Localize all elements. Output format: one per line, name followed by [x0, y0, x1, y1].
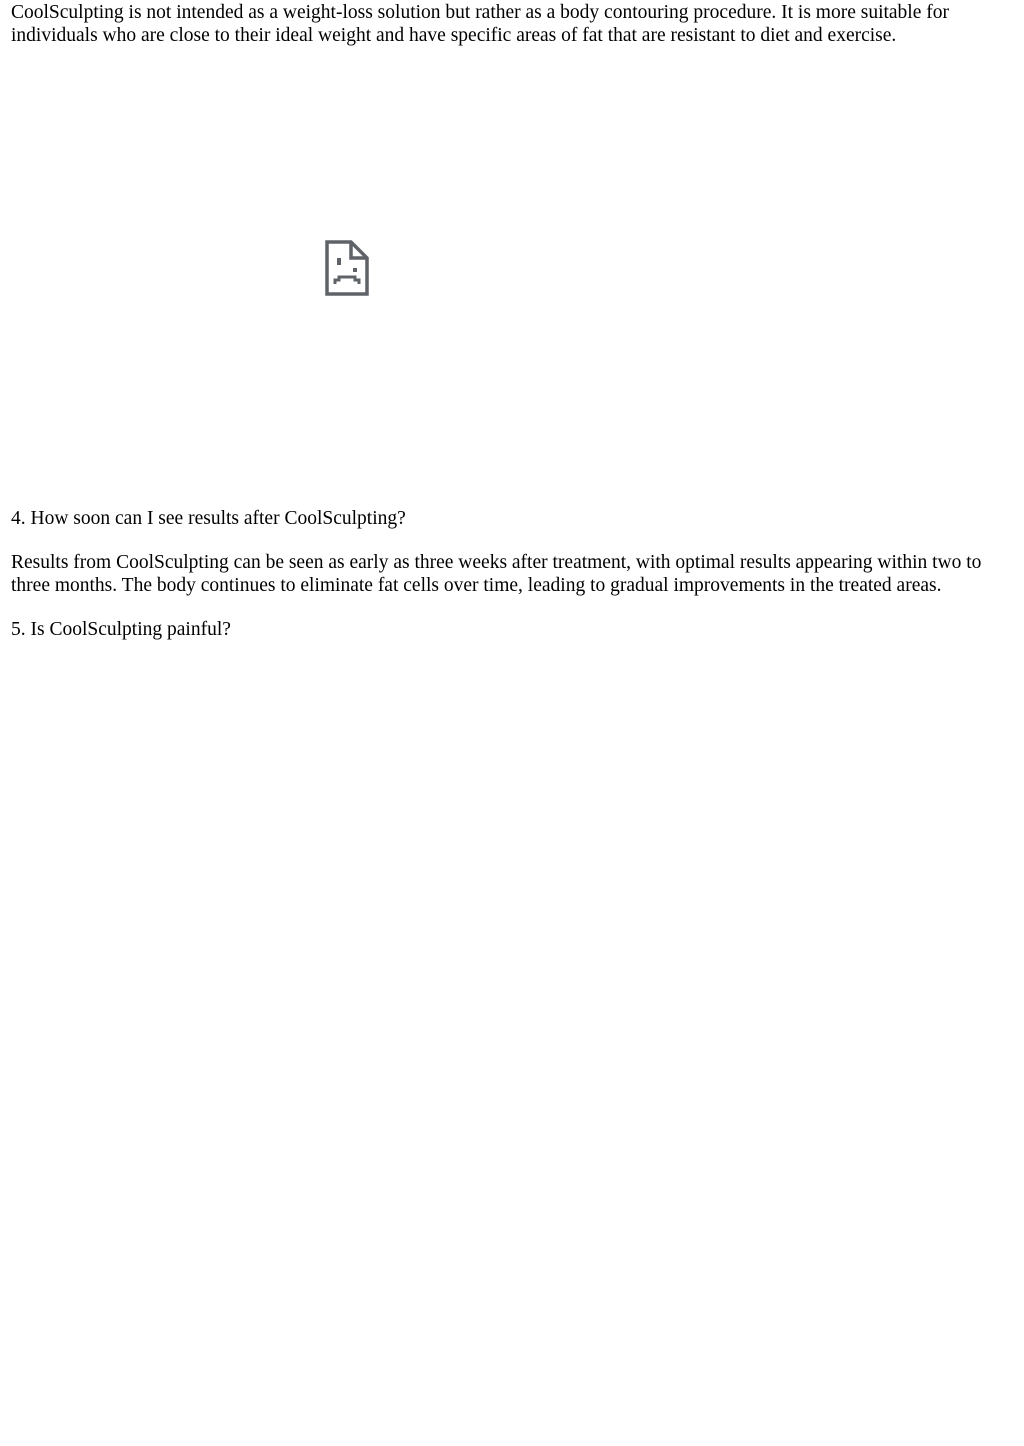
faq-answer-4: Results from CoolSculpting can be seen as early as three weeks after treatment, with optimal results appearing within two to three months. The body continues to eliminate fat cells over time, leading to gradual improvements in the treated areas.	[11, 552, 982, 596]
faq-question-5: 5. Is CoolSculpting painful?	[11, 619, 231, 640]
embedded-media-frame[interactable]	[11, 47, 703, 507]
faq-question-4: 4. How soon can I see results after CoolSculpting?	[11, 508, 406, 529]
article-content	[0, 0, 1024, 641]
intro-paragraph: CoolSculpting is not intended as a weight-loss solution but rather as a body contouring procedure. It is more suitable for individuals who are close to their ideal weight and have specific areas of fat that are resistant to diet and exercise.	[11, 2, 949, 46]
broken-page-icon	[325, 240, 369, 296]
